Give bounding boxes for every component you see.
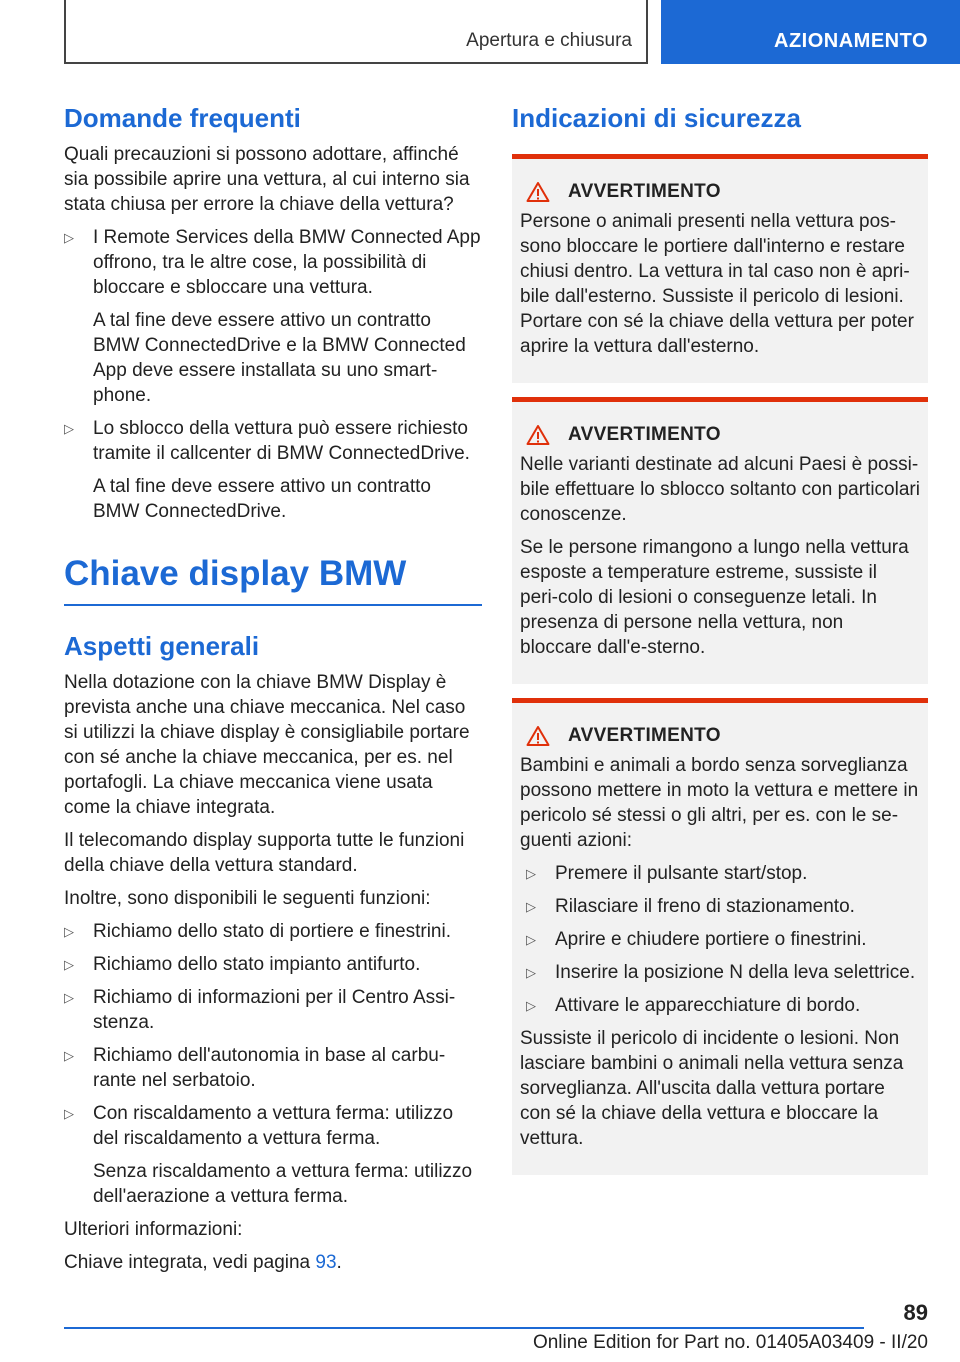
warning-text: Nelle varianti destinate ad alcuni Paesi è possi-bile effettuare lo sblocco soltanto con particolari conoscenze.	[520, 454, 920, 525]
list-subtext: A tal fine deve essere attivo un contratto BMW ConnectedDrive.	[93, 476, 431, 522]
list-item: ▷ Richiamo dell'autonomia in base al carbu-rante nel serbatoio.	[64, 1045, 446, 1091]
warning-label: AVVERTIMENTO	[568, 424, 721, 445]
triangle-bullet-icon: ▷	[64, 1048, 74, 1063]
warning-text: Se le persone rimangono a lungo nella vettura esposte a temperature estreme, sussiste il peri-colo di lesioni o conseguenze letali. In presenza di persone nella vettura, non bloccare dall'e-sterno.	[520, 537, 909, 658]
list-item: ▷ Rilasciare il freno di stazionamento.	[526, 896, 855, 917]
list-item: ▷ Richiamo di informazioni per il Centro Assi-stenza.	[64, 987, 456, 1033]
triangle-bullet-icon: ▷	[64, 1106, 74, 1121]
triangle-bullet-icon: ▷	[526, 998, 536, 1013]
triangle-bullet-icon: ▷	[64, 230, 74, 245]
triangle-bullet-icon: ▷	[64, 957, 74, 972]
header-section-box	[64, 0, 648, 64]
safety-heading: Indicazioni di sicurezza	[512, 103, 801, 133]
page-number: 89	[903, 1300, 928, 1325]
warning-triangle-icon	[526, 725, 550, 747]
warning-title	[520, 181, 920, 203]
warning-box-3	[512, 698, 928, 1175]
list-item: ▷ Attivare le apparecchiature di bordo.	[526, 995, 861, 1016]
general-paragraph-2: Il telecomando display supporta tutte le funzioni della chiave della vettura standard.	[64, 830, 465, 876]
warning-box-2	[512, 397, 928, 684]
triangle-bullet-icon: ▷	[526, 899, 536, 914]
right-column	[512, 100, 928, 1189]
general-paragraph-1: Nella dotazione con la chiave BMW Display è prevista anche una chiave meccanica. Nel caso si utilizzi la chiave display è consigliabile portare con sé anche la chiave meccanica, per es. nel portafogli. La chiave meccanica viene usata come la chiave integrata.	[64, 672, 470, 818]
general-paragraph-3: Inoltre, sono disponibili le seguenti funzioni:	[64, 888, 431, 909]
list-item: ▷ Con riscaldamento a vettura ferma: utilizzo del riscaldamento a vettura ferma.	[64, 1103, 454, 1149]
chapter-divider	[64, 604, 482, 606]
triangle-bullet-icon: ▷	[526, 866, 536, 881]
header-section-title: Apertura e chiusura	[466, 30, 632, 51]
list-item: ▷ I Remote Services della BMW Connected App offrono, tra le altre cose, la possibilità di bloccare e sbloccare una vettura.	[64, 227, 481, 298]
reference-line: Chiave integrata, vedi pagina 93.	[64, 1252, 342, 1273]
chapter-title: Chiave display BMW	[64, 554, 407, 593]
list-item: ▷ Lo sblocco della vettura può essere richiesto tramite il callcenter di BMW ConnectedDrive.	[64, 418, 470, 464]
list-subtext: Senza riscaldamento a vettura ferma: utilizzo dell'aerazione a vettura ferma.	[93, 1161, 473, 1207]
faq-question: Quali precauzioni si possono adottare, affinché sia possibile aprire una vettura, al cui interno sia stata chiusa per errore la chiave della vettura?	[64, 144, 470, 215]
general-heading: Aspetti generali	[64, 631, 260, 661]
page-reference-link[interactable]: 93	[315, 1252, 337, 1273]
more-info-label: Ulteriori informazioni:	[64, 1219, 243, 1240]
warning-box-1	[512, 154, 928, 383]
warning-text: Persone o animali presenti nella vettura pos-sono bloccare le portiere dall'interno e restare chiusi dentro. La vettura in tal caso non è apri-bile dall'esterno. Sussiste il pericolo di lesioni. Portare con sé la chiave della vettura per poter aprire la vettura dall'esterno.	[520, 211, 914, 357]
warning-text: Sussiste il pericolo di incidente o lesioni. Non lasciare bambini o animali nella vettura senza sorveglianza. All'uscita dalla vettura portare con sé la chiave della vettura e bloccare la vettura.	[520, 1028, 904, 1149]
header-chapter-label: AZIONAMENTO	[774, 30, 929, 52]
triangle-bullet-icon: ▷	[64, 924, 74, 939]
warning-text: Bambini e animali a bordo senza sorveglianza possono mettere in moto la vettura e mettere in pericolo sé stessi o gli altri, per es. con le se-guenti azioni:	[520, 755, 919, 851]
list-item: ▷ Richiamo dello stato impianto antifurto.	[64, 954, 421, 975]
warning-triangle-icon	[526, 181, 550, 203]
list-subtext: A tal fine deve essere attivo un contratto BMW ConnectedDrive e la BMW Connected App deve essere installata su uno smart-phone.	[93, 310, 466, 406]
left-column	[64, 100, 482, 1283]
list-item: ▷ Richiamo dello stato di portiere e finestrini.	[64, 921, 452, 942]
warning-title	[520, 424, 920, 446]
header-chapter-tab[interactable]	[661, 0, 960, 64]
list-item: ▷ Aprire e chiudere portiere o finestrini.	[526, 929, 867, 950]
warning-title	[520, 725, 920, 747]
warning-triangle-icon	[526, 424, 550, 446]
triangle-bullet-icon: ▷	[64, 421, 74, 436]
warning-label: AVVERTIMENTO	[568, 725, 721, 746]
list-item: ▷ Premere il pulsante start/stop.	[526, 863, 808, 884]
triangle-bullet-icon: ▷	[64, 990, 74, 1005]
footer-divider	[64, 1327, 864, 1329]
list-item: ▷ Inserire la posizione N della leva selettrice.	[526, 962, 916, 983]
triangle-bullet-icon: ▷	[526, 965, 536, 980]
footer-edition: Online Edition for Part no. 01405A03409 - II/20	[532, 1332, 928, 1353]
triangle-bullet-icon: ▷	[526, 932, 536, 947]
faq-heading: Domande frequenti	[64, 103, 301, 133]
warning-label: AVVERTIMENTO	[568, 181, 721, 202]
